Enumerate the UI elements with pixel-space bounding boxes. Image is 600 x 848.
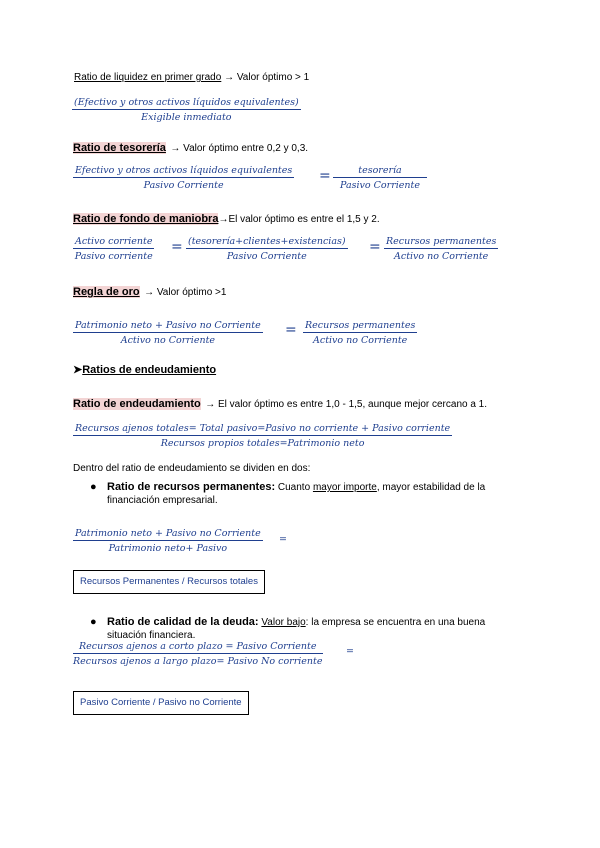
fondo-f2-numerator: (tesorería+clientes+existencias): [188, 236, 346, 247]
permanentes-formula: [73, 528, 263, 554]
calidad-line2: situación financiera.: [107, 630, 196, 641]
endeudamiento-intro: Dentro del ratio de endeudamiento se dividen en dos:: [73, 463, 311, 474]
endeudamiento-note: → El valor óptimo es entre 1,0 - 1,5, aunque mejor cercano a 1.: [205, 399, 488, 410]
oro-title: Regla de oro: [73, 286, 140, 298]
tesoreria-note: → Valor óptimo entre 0,2 y 0,3.: [170, 143, 309, 154]
oro-f1-numerator: Patrimonio neto + Pasivo no Corriente: [75, 320, 261, 331]
tesoreria-f1-numerator: Efectivo y otros activos líquidos equivalentes: [75, 165, 293, 176]
fondo-f3-denominator: Activo no Corriente: [394, 251, 489, 262]
permanentes-title: Ratio de recursos permanentes:: [107, 481, 276, 493]
section-title: Ratios de endeudamiento: [82, 364, 217, 376]
fondo-f3-numerator: Recursos permanentes: [386, 236, 497, 247]
permanentes-text-b: , mayor estabilidad de la: [376, 482, 486, 493]
liquidez-heading: [74, 72, 309, 83]
calidad-bullet-icon: ●: [90, 616, 97, 628]
liquidez-numerator: (Efectivo y otros activos líquidos equivalentes): [74, 97, 299, 108]
fondo-fraction-2: [186, 236, 348, 262]
oro-f1-denominator: Activo no Corriente: [120, 335, 216, 346]
fondo-fraction-3: [384, 236, 498, 262]
oro-heading: [73, 282, 226, 300]
oro-f2-denominator: Activo no Corriente: [313, 335, 408, 346]
endeudamiento-formula: [73, 423, 452, 449]
fondo-equals-1: =: [171, 239, 183, 255]
tesoreria-fraction-2: [333, 165, 427, 191]
fondo-heading: [73, 209, 380, 227]
permanentes-text-underlined: mayor importe: [312, 482, 377, 493]
fondo-equals-2: =: [369, 239, 381, 255]
liquidez-denominator: Exigible inmediato: [141, 112, 232, 123]
oro-equals: =: [285, 322, 297, 338]
section-arrow-icon: ➤: [73, 364, 83, 376]
endeudamiento-denominator: Recursos propios totales=Patrimonio neto: [160, 438, 365, 449]
liquidez-note: → Valor óptimo > 1: [224, 72, 310, 83]
calidad-text-underlined: Valor bajo: [261, 617, 306, 628]
oro-f2-numerator: Recursos permanentes: [305, 320, 416, 331]
permanentes-paragraph: [107, 481, 527, 507]
permanentes-bullet-icon: ●: [90, 481, 97, 493]
fondo-f1-denominator: Pasivo corriente: [74, 251, 153, 262]
calidad-formula: [73, 641, 323, 667]
oro-fraction-2: [303, 320, 417, 346]
tesoreria-fraction-1: [73, 165, 294, 191]
fondo-note: →El valor óptimo es entre el 1,5 y 2.: [218, 214, 380, 225]
calidad-text-b: : la empresa se encuentra en una buena: [305, 617, 486, 628]
tesoreria-f2-denominator: Pasivo Corriente: [340, 180, 420, 191]
permanentes-line1: [107, 481, 485, 494]
fondo-f1-numerator: Activo corriente: [75, 236, 153, 247]
tesoreria-title: Ratio de tesorería: [73, 142, 166, 154]
endeudamiento-heading: [73, 394, 487, 412]
fondo-fraction-1: [73, 236, 154, 262]
fondo-f2-denominator: Pasivo Corriente: [226, 251, 307, 262]
tesoreria-heading: [73, 138, 308, 156]
tesoreria-f2-numerator: tesorería: [333, 165, 427, 178]
permanentes-result-box: [73, 570, 265, 594]
calidad-numerator: Recursos ajenos a corto plazo = Pasivo Corriente: [73, 641, 323, 654]
permanentes-denominator: Patrimonio neto+ Pasivo: [108, 543, 228, 554]
permanentes-trailing-equals: =: [279, 534, 287, 545]
endeudamiento-title: Ratio de endeudamiento: [73, 398, 201, 410]
oro-note: → Valor óptimo >1: [144, 287, 227, 298]
calidad-title: Ratio de calidad de la deuda:: [107, 616, 259, 628]
fondo-title: Ratio de fondo de maniobra: [73, 213, 219, 225]
calidad-box-text: Pasivo Corriente / Pasivo no Corriente: [80, 697, 242, 708]
calidad-result-box: [73, 691, 249, 715]
tesoreria-f1-denominator: Pasivo Corriente: [143, 180, 224, 191]
permanentes-box-text: Recursos Permanentes / Recursos totales: [80, 576, 258, 587]
permanentes-line2: financiación empresarial.: [107, 495, 218, 506]
permanentes-text-a: Cuanto: [275, 482, 313, 493]
liquidez-title: Ratio de liquidez en primer grado: [74, 72, 222, 83]
calidad-paragraph: [107, 616, 527, 642]
calidad-trailing-equals: =: [346, 646, 354, 657]
liquidez-formula: [72, 97, 301, 123]
tesoreria-equals: =: [319, 168, 331, 184]
oro-fraction-1: [73, 320, 263, 346]
section-heading: [73, 363, 216, 376]
calidad-denominator: Recursos ajenos a largo plazo= Pasivo No corriente: [73, 656, 323, 667]
permanentes-numerator: Patrimonio neto + Pasivo no Corriente: [75, 528, 261, 539]
endeudamiento-numerator: Recursos ajenos totales= Total pasivo=Pasivo no corriente + Pasivo corriente: [75, 423, 451, 434]
